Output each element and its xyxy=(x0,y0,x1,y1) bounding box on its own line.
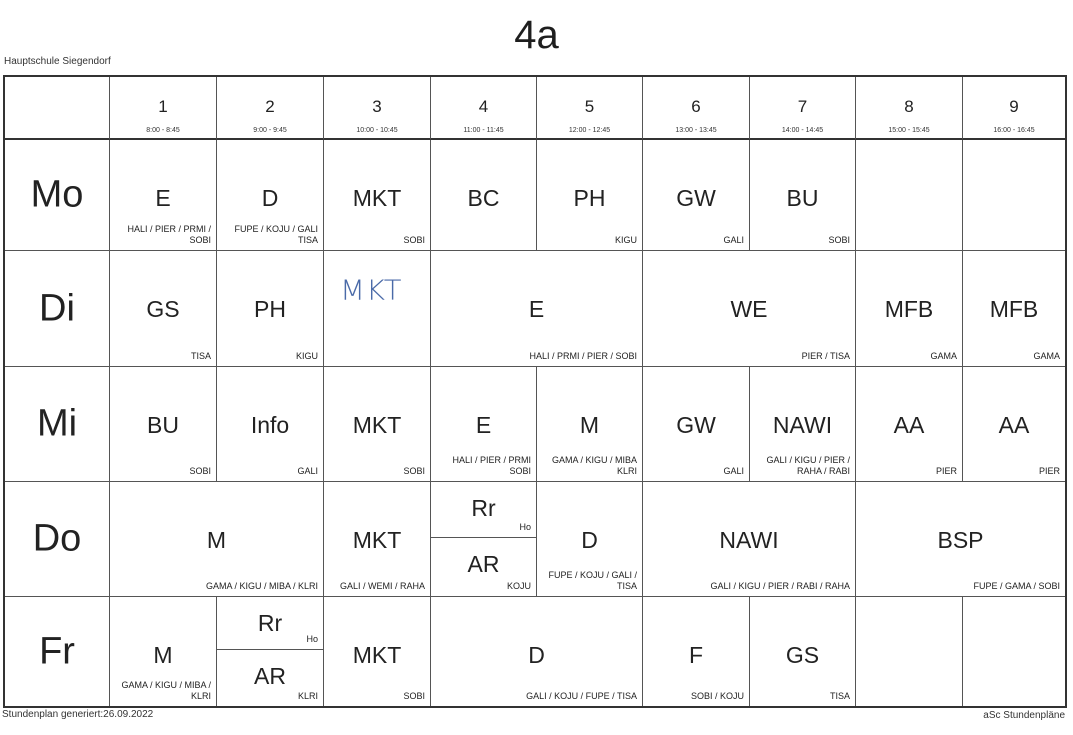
lesson-cell xyxy=(643,367,750,482)
period-number: 6 xyxy=(691,97,701,116)
lesson-subject: M xyxy=(579,412,600,438)
period-number: 8 xyxy=(904,97,914,116)
period-number: 9 xyxy=(1009,97,1019,116)
period-number: 3 xyxy=(372,97,382,116)
lesson-cell xyxy=(324,597,431,706)
period-number: 4 xyxy=(478,97,489,116)
lesson-subject: AA xyxy=(998,412,1030,438)
lesson-cell xyxy=(324,367,431,482)
lesson-teachers: SOBI xyxy=(403,235,425,245)
lesson-teachers: TISA xyxy=(829,691,850,701)
lesson-teachers: FUPE / KOJU / GALI / TISA xyxy=(548,570,637,591)
lesson-cell xyxy=(110,367,217,482)
generated-date: Stundenplan generiert:26.09.2022 xyxy=(2,709,154,720)
lesson-teachers: GAMA / KIGU / MIBA / KLRI xyxy=(205,581,318,591)
lesson-teachers: GALI xyxy=(723,235,744,245)
generator-credit: aSc Stundenpläne xyxy=(983,710,1065,721)
corner-cell xyxy=(5,77,110,140)
lesson-subject: AR xyxy=(467,551,500,577)
lesson-cell xyxy=(643,251,856,367)
empty-cell xyxy=(856,597,963,706)
period-number: 1 xyxy=(158,97,168,116)
lesson-teachers: HALI / PRMI / PIER / SOBI xyxy=(529,351,637,361)
lesson-cell xyxy=(217,597,324,650)
lesson-subject: F xyxy=(688,642,704,668)
empty-cell xyxy=(856,140,963,251)
day-label: Do xyxy=(32,517,82,560)
day-label-cell xyxy=(5,251,110,367)
period-header xyxy=(431,77,537,140)
day-label-cell xyxy=(5,597,110,706)
lesson-cell xyxy=(431,482,537,538)
day-label-cell xyxy=(5,367,110,482)
period-time: 9:00 - 9:45 xyxy=(253,127,287,134)
lesson-teachers: PIER xyxy=(1038,466,1060,476)
lesson-cell xyxy=(217,251,324,367)
lesson-subject: GW xyxy=(676,412,716,438)
lesson-cell xyxy=(110,597,217,706)
lesson-cell xyxy=(431,251,643,367)
lesson-cell xyxy=(643,140,750,251)
period-header xyxy=(324,77,431,140)
lesson-cell xyxy=(750,367,856,482)
lesson-cell xyxy=(217,367,324,482)
school-name: Hauptschule Siegendorf xyxy=(4,56,111,67)
lesson-teachers: PIER / TISA xyxy=(801,351,850,361)
lesson-teachers: Ho xyxy=(519,522,531,532)
day-label: Mo xyxy=(30,173,84,216)
lesson-teachers: SOBI / KOJU xyxy=(690,691,744,701)
lesson-teachers: GAMA xyxy=(930,351,957,361)
lesson-teachers: FUPE / KOJU / GALI TISA xyxy=(234,224,318,245)
lesson-subject: PH xyxy=(254,296,286,322)
lesson-subject: GS xyxy=(146,296,180,322)
lesson-teachers: KIGU xyxy=(614,235,637,245)
lesson-subject: MKT xyxy=(352,642,402,668)
lesson-teachers: GALI / KIGU / PIER / RABI / RAHA xyxy=(710,581,850,591)
lesson-cell xyxy=(537,367,643,482)
lesson-subject: MKT xyxy=(352,412,402,438)
period-time: 8:00 - 8:45 xyxy=(146,127,180,134)
lesson-subject: MKT xyxy=(352,185,402,211)
lesson-cell xyxy=(643,482,856,597)
lesson-subject: BSP xyxy=(937,527,984,553)
lesson-cell xyxy=(750,597,856,706)
lesson-cell xyxy=(856,251,963,367)
lesson-cell xyxy=(431,140,537,251)
lesson-cell xyxy=(537,482,643,597)
period-time: 16:00 - 16:45 xyxy=(993,127,1035,134)
lesson-subject: E xyxy=(475,412,492,438)
lesson-subject: PH xyxy=(573,185,606,211)
lesson-cell xyxy=(324,140,431,251)
empty-cell xyxy=(324,251,431,367)
lesson-cell xyxy=(431,597,643,706)
lesson-subject: Rr xyxy=(257,610,283,636)
lesson-cell xyxy=(431,367,537,482)
lesson-subject: MFB xyxy=(989,296,1039,322)
lesson-teachers: FUPE / GAMA / SOBI xyxy=(973,581,1060,591)
period-header xyxy=(217,77,324,140)
lesson-subject: NAWI xyxy=(719,527,779,553)
period-time: 14:00 - 14:45 xyxy=(781,127,824,134)
lesson-teachers: GAMA xyxy=(1033,351,1060,361)
lesson-teachers: GAMA / KIGU / MIBA / KLRI xyxy=(121,680,211,701)
period-header xyxy=(643,77,750,140)
lesson-teachers: HALI / PIER / PRMI SOBI xyxy=(452,455,531,476)
lesson-subject: BC xyxy=(467,185,500,211)
lesson-teachers: GALI xyxy=(297,466,318,476)
lesson-teachers: Ho xyxy=(306,634,318,644)
lesson-subject: M xyxy=(153,642,173,668)
lesson-subject: D xyxy=(581,527,598,553)
lesson-teachers: GALI / KIGU / PIER / RAHA / RABI xyxy=(766,455,850,476)
lesson-cell xyxy=(963,367,1065,482)
period-time: 13:00 - 13:45 xyxy=(675,127,717,134)
lesson-cell xyxy=(217,650,324,706)
lesson-teachers: PIER xyxy=(935,466,957,476)
empty-cell xyxy=(963,140,1065,251)
lesson-cell xyxy=(431,538,537,597)
lesson-subject: D xyxy=(528,642,545,668)
lesson-subject: BU xyxy=(786,185,819,211)
lesson-subject: GW xyxy=(676,185,716,211)
lesson-cell xyxy=(324,482,431,597)
lesson-cell xyxy=(856,367,963,482)
day-label: Mi xyxy=(36,402,78,445)
empty-cell xyxy=(963,597,1065,706)
lesson-cell xyxy=(750,140,856,251)
handwritten-note: MKT xyxy=(340,273,403,307)
lesson-cell xyxy=(537,140,643,251)
lesson-teachers: GALI xyxy=(723,466,744,476)
period-header xyxy=(537,77,643,140)
lesson-subject: Rr xyxy=(471,495,496,521)
lesson-subject: M xyxy=(206,527,227,553)
lesson-cell xyxy=(110,482,324,597)
lesson-subject: D xyxy=(261,185,279,211)
lesson-teachers: TISA xyxy=(190,351,211,361)
lesson-subject: E xyxy=(155,185,171,211)
lesson-subject: MFB xyxy=(884,296,934,322)
day-label: Fr xyxy=(39,630,75,672)
class-title: 4a xyxy=(514,13,559,57)
period-time: 11:00 - 11:45 xyxy=(463,127,504,134)
period-number: 2 xyxy=(265,97,275,116)
day-label-cell xyxy=(5,482,110,597)
lesson-cell xyxy=(856,482,1065,597)
lesson-cell xyxy=(110,251,217,367)
lesson-teachers: SOBI xyxy=(403,466,425,476)
lesson-teachers: GALI / KOJU / FUPE / TISA xyxy=(526,691,637,701)
lesson-teachers: GAMA / KIGU / MIBA KLRI xyxy=(551,455,637,476)
timetable-grid xyxy=(3,75,1067,708)
lesson-cell xyxy=(110,140,217,251)
lesson-cell xyxy=(217,140,324,251)
period-header xyxy=(963,77,1065,140)
lesson-subject: AA xyxy=(893,412,925,438)
lesson-teachers: KLRI xyxy=(297,691,318,701)
lesson-cell xyxy=(963,251,1065,367)
day-label-cell xyxy=(5,140,110,251)
lesson-subject: BU xyxy=(147,412,179,438)
period-header xyxy=(856,77,963,140)
period-time: 10:00 - 10:45 xyxy=(356,127,398,134)
period-header xyxy=(110,77,217,140)
lesson-teachers: SOBI xyxy=(189,466,211,476)
day-label: Di xyxy=(39,287,75,329)
lesson-subject: Info xyxy=(250,412,290,438)
lesson-teachers: KOJU xyxy=(506,581,531,591)
lesson-teachers: GALI / WEMI / RAHA xyxy=(339,581,425,591)
lesson-subject: NAWI xyxy=(772,412,833,438)
lesson-subject: WE xyxy=(730,296,768,322)
lesson-subject: GS xyxy=(785,642,820,668)
lesson-teachers: HALI / PIER / PRMI / SOBI xyxy=(127,224,211,245)
period-number: 5 xyxy=(584,97,595,116)
lesson-subject: AR xyxy=(254,663,286,689)
lesson-subject: E xyxy=(528,296,545,322)
lesson-teachers: SOBI xyxy=(403,691,425,701)
lesson-teachers: SOBI xyxy=(828,235,850,245)
period-number: 7 xyxy=(797,97,808,116)
lesson-cell xyxy=(643,597,750,706)
period-time: 12:00 - 12:45 xyxy=(568,127,611,134)
period-time: 15:00 - 15:45 xyxy=(888,127,930,134)
lesson-subject: MKT xyxy=(352,527,402,553)
period-header xyxy=(750,77,856,140)
lesson-teachers: KIGU xyxy=(295,351,318,361)
